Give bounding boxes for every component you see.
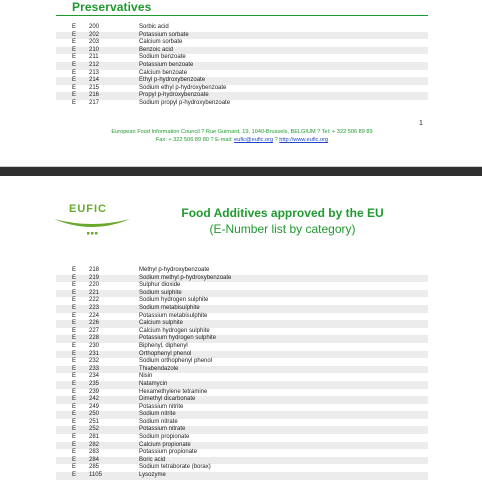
table-row (56, 389, 428, 397)
table-row (56, 457, 428, 465)
additive-name: Sodium nitrate (139, 418, 178, 425)
table-row (56, 297, 428, 305)
e-prefix: E (72, 46, 77, 53)
footer-address: European Food Information Council ? Rue Guimard, 19, 1040-Brussels, BELGIUM ? Tel: + 322 506 89 89 (111, 129, 373, 135)
e-number: 213 (89, 69, 100, 76)
eufic-logo (52, 201, 132, 241)
additive-name: Sodium metabisulphite (139, 304, 200, 311)
additives-table-page-1 (56, 24, 428, 108)
email-link[interactable]: eufic@eufic.org (234, 137, 274, 143)
e-number: 242 (89, 396, 100, 403)
additive-name: Sodium hydrogen sulphite (139, 297, 209, 304)
e-number: 239 (89, 388, 100, 395)
table-row (56, 351, 428, 359)
e-number: 217 (89, 99, 100, 106)
additive-name: Thiabendazole (139, 365, 179, 372)
table-row (56, 24, 428, 32)
additive-name: Calcium sorbate (139, 39, 183, 46)
table-row (56, 282, 428, 290)
e-prefix: E (72, 24, 77, 30)
e-prefix: E (72, 456, 77, 463)
e-prefix: E (72, 464, 77, 471)
e-prefix: E (72, 396, 77, 403)
additive-name: Natamycin (139, 380, 168, 387)
footer-contact (56, 136, 428, 144)
additive-name: Sodium tetraborate (borax) (139, 464, 211, 471)
table-row (56, 92, 428, 100)
e-number: 224 (89, 312, 100, 319)
e-number: 250 (89, 411, 100, 418)
table-row (56, 85, 428, 93)
additive-name: Calcium benzoate (139, 69, 188, 76)
additive-name: Calcium hydrogen sulphite (139, 327, 210, 334)
e-prefix: E (72, 358, 77, 365)
table-row (56, 313, 428, 321)
e-number: 219 (89, 274, 100, 281)
additive-name: Orthophenyl phenol (139, 350, 192, 357)
e-number: 210 (89, 46, 100, 53)
e-number: 230 (89, 342, 100, 349)
table-row (56, 411, 428, 419)
e-prefix: E (72, 342, 77, 349)
table-row (56, 419, 428, 427)
additive-name: Calcium sulphite (139, 320, 184, 327)
e-prefix: E (72, 411, 77, 418)
e-prefix: E (72, 274, 77, 281)
table-row (56, 77, 428, 85)
additive-name: Hexamethylene tetramine (139, 388, 208, 395)
e-prefix: E (72, 365, 77, 372)
e-prefix: E (72, 373, 77, 380)
footer-separator: ? (273, 137, 280, 143)
additive-name: Sodium orthophenyl phenol (139, 358, 213, 365)
additive-name: Dimethyl dicarbonate (139, 396, 196, 403)
e-number: 203 (89, 39, 100, 46)
additive-name: Biphenyl, diphenyl (139, 342, 188, 349)
table-row (56, 267, 428, 275)
e-prefix: E (72, 54, 77, 61)
table-row (56, 381, 428, 389)
e-prefix: E (72, 388, 77, 395)
e-number: 215 (89, 84, 100, 91)
additive-name: Lysozyme (139, 472, 166, 479)
table-row (56, 358, 428, 366)
e-prefix: E (72, 327, 77, 334)
e-prefix: E (72, 77, 77, 84)
table-row (56, 343, 428, 351)
additives-table-page-2 (56, 267, 428, 480)
e-number: 251 (89, 418, 100, 425)
e-prefix: E (72, 320, 77, 327)
e-prefix: E (72, 282, 77, 289)
e-number: 214 (89, 77, 100, 84)
heading-divider (56, 15, 428, 16)
document-title: Food Additives approved by the EU (181, 206, 384, 220)
table-row (56, 47, 428, 55)
additive-name: Sodium propionate (139, 434, 190, 441)
e-number: 221 (89, 289, 100, 296)
e-prefix: E (72, 39, 77, 46)
table-row (56, 373, 428, 381)
e-prefix: E (72, 69, 77, 76)
table-row (56, 472, 428, 480)
e-prefix: E (72, 312, 77, 319)
table-row (56, 335, 428, 343)
e-prefix: E (72, 380, 77, 387)
additive-name: Potassium benzoate (139, 61, 194, 68)
logo-swoosh-icon (52, 201, 132, 241)
e-number: 202 (89, 31, 100, 38)
additive-name: Sodium methyl p-hydroxybenzoate (139, 274, 232, 281)
e-number: 200 (89, 24, 100, 30)
e-number: 220 (89, 282, 100, 289)
e-prefix: E (72, 61, 77, 68)
page-break (0, 167, 482, 176)
e-prefix: E (72, 418, 77, 425)
table-row (56, 328, 428, 336)
section-heading: Preservatives (72, 0, 152, 14)
e-prefix: E (72, 403, 77, 410)
e-prefix: E (72, 449, 77, 456)
e-number: 232 (89, 358, 100, 365)
additive-name: Potassium sorbate (139, 31, 189, 38)
e-number: 216 (89, 92, 100, 99)
additive-name: Potassium propionate (139, 449, 198, 456)
footer-fax: Fax: + 322 506 89 80 ? E-mail: (155, 137, 235, 143)
e-number: 218 (89, 267, 100, 273)
table-row (56, 320, 428, 328)
footer (56, 128, 428, 144)
e-prefix: E (72, 434, 77, 441)
table-row (56, 275, 428, 283)
e-number: 282 (89, 441, 100, 448)
additive-name: Sodium ethyl p-hydroxybenzoate (139, 84, 227, 91)
table-row (56, 366, 428, 374)
additive-name: Benzoic acid (139, 46, 174, 53)
e-prefix: E (72, 335, 77, 342)
e-number: 281 (89, 434, 100, 441)
e-prefix: E (72, 304, 77, 311)
additive-name: Sodium nitrite (139, 411, 176, 418)
additive-name: Nisin (139, 373, 153, 380)
e-prefix: E (72, 99, 77, 106)
e-number: 228 (89, 335, 100, 342)
e-number: 235 (89, 380, 100, 387)
e-prefix: E (72, 92, 77, 99)
table-row (56, 396, 428, 404)
e-number: 1105 (89, 472, 102, 479)
additive-name: Potassium hydrogen sulphite (139, 335, 217, 342)
table-row (56, 449, 428, 457)
e-number: 226 (89, 320, 100, 327)
e-prefix: E (72, 297, 77, 304)
table-row (56, 39, 428, 47)
additive-name: Potassium metabisulphite (139, 312, 208, 319)
e-number: 285 (89, 464, 100, 471)
table-row (56, 434, 428, 442)
e-number: 223 (89, 304, 100, 311)
additive-name: Boric acid (139, 456, 166, 463)
additive-name: Propyl p-hydroxybenzoate (139, 92, 209, 99)
table-row (56, 442, 428, 450)
table-row (56, 404, 428, 412)
additive-name: Methyl p-hydroxybenzoate (139, 267, 210, 273)
e-number: 249 (89, 403, 100, 410)
e-number: 284 (89, 456, 100, 463)
e-prefix: E (72, 350, 77, 357)
additive-name: Sorbic acid (139, 24, 169, 30)
additive-name: Ethyl p-hydroxybenzoate (139, 77, 206, 84)
e-prefix: E (72, 289, 77, 296)
e-number: 252 (89, 426, 100, 433)
table-row (56, 290, 428, 298)
table-row (56, 54, 428, 62)
e-number: 211 (89, 54, 99, 61)
table-row (56, 426, 428, 434)
table-row (56, 62, 428, 70)
e-prefix: E (72, 441, 77, 448)
additive-name: Sodium sulphite (139, 289, 182, 296)
website-link[interactable]: http://www.eufic.org (279, 137, 329, 143)
table-row (56, 100, 428, 108)
e-number: 227 (89, 327, 100, 334)
e-number: 283 (89, 449, 100, 456)
table-row (56, 305, 428, 313)
table-row (56, 32, 428, 40)
additive-name: Sulphur dioxide (139, 282, 181, 289)
additive-name: Potassium nitrate (139, 426, 186, 433)
document-subtitle: (E-Number list by category) (209, 222, 356, 236)
e-number: 212 (89, 61, 100, 68)
additive-name: Sodium benzoate (139, 54, 186, 61)
additive-name: Potassium nitrite (139, 403, 184, 410)
e-prefix: E (72, 472, 77, 479)
logo-wordmark: EUFIC (69, 203, 107, 215)
e-prefix: E (72, 267, 77, 273)
e-prefix: E (72, 31, 77, 38)
additive-name: Sodium propyl p-hydroxybenzoate (139, 99, 231, 106)
e-number: 222 (89, 297, 100, 304)
additive-name: Calcium propionate (139, 441, 191, 448)
document-page-1 (0, 0, 482, 168)
e-prefix: E (72, 84, 77, 91)
e-number: 234 (89, 373, 100, 380)
e-number: 233 (89, 365, 100, 372)
table-row (56, 70, 428, 78)
page-number: 1 (419, 120, 423, 127)
table-row (56, 464, 428, 472)
e-number: 231 (89, 350, 100, 357)
e-prefix: E (72, 426, 77, 433)
